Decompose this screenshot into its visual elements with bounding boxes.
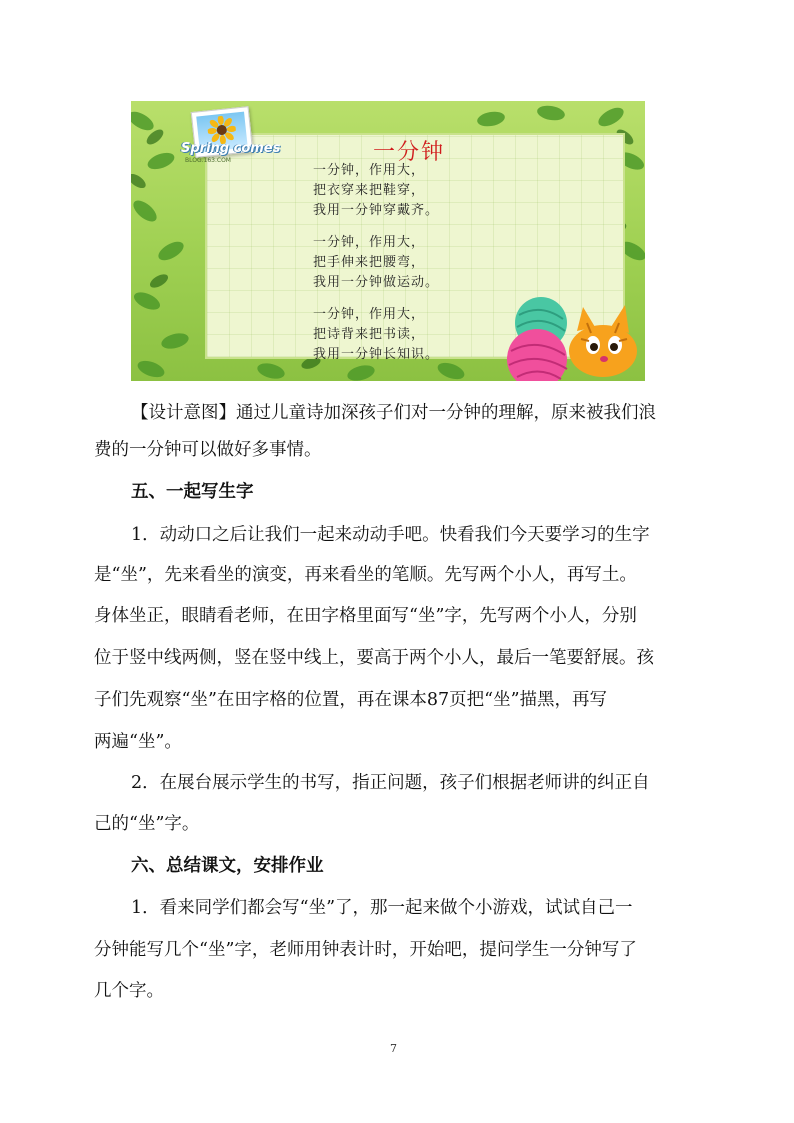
blog-watermark: BLOG.163.COM xyxy=(185,157,231,164)
paragraph-line: 身体坐正，眼睛看老师，在田字格里面写“坐”字，先写两个小人，分别 xyxy=(94,606,637,626)
paragraph-line: 己的“坐”字。 xyxy=(94,814,200,834)
cat-with-yarn-illustration xyxy=(503,293,645,381)
spring-comes-caption: Spring comes xyxy=(181,141,281,156)
poem-title: 一分钟 xyxy=(373,140,446,165)
paragraph-line: 1．看来同学们都会写“坐”了，那一起来做个小游戏，试试自己一 xyxy=(131,898,633,918)
design-intent-line-2: 费的一分钟可以做好多事情。 xyxy=(94,440,322,460)
section-heading-5: 五、一起写生字 xyxy=(131,482,254,502)
paragraph-line: 子们先观察“坐”在田字格的位置，再在课本87页把“坐”描黑，再写 xyxy=(94,690,608,710)
paragraph-line: 几个字。 xyxy=(94,981,164,1001)
poem-line: 一分钟，作用大， xyxy=(313,163,426,178)
page-number: 7 xyxy=(390,1042,397,1055)
poem-line: 把衣穿来把鞋穿， xyxy=(313,183,426,198)
section-heading-6: 六、总结课文，安排作业 xyxy=(131,856,324,876)
poem-line: 我用一分钟做运动。 xyxy=(313,275,440,290)
poem-line: 一分钟，作用大， xyxy=(313,307,426,322)
poem-line: 把诗背来把书读， xyxy=(313,327,426,342)
paragraph-line: 是“坐”，先来看坐的演变，再来看坐的笔顺。先写两个小人，再写土。 xyxy=(94,565,637,585)
paragraph-line: 分钟能写几个“坐”字，老师用钟表计时，开始吧，提问学生一分钟写了 xyxy=(94,940,637,960)
poem-line: 把手伸来把腰弯， xyxy=(313,255,426,270)
poem-line: 我用一分钟穿戴齐。 xyxy=(313,203,440,218)
paragraph-line: 两遍“坐”。 xyxy=(94,732,182,752)
poem-illustration xyxy=(131,101,645,381)
paragraph-line: 2．在展台展示学生的书写，指正问题，孩子们根据老师讲的纠正自 xyxy=(131,773,650,793)
paragraph-line: 位于竖中线两侧，竖在竖中线上，要高于两个小人，最后一笔要舒展。孩 xyxy=(94,648,654,668)
poem-line: 一分钟，作用大， xyxy=(313,235,426,250)
design-intent-line-1: 【设计意图】通过儿童诗加深孩子们对一分钟的理解，原来被我们浪 xyxy=(131,403,656,423)
poem-body xyxy=(313,161,439,365)
poem-line: 我用一分钟长知识。 xyxy=(313,347,440,362)
paragraph-line: 1．动动口之后让我们一起来动动手吧。快看我们今天要学习的生字 xyxy=(131,525,650,545)
